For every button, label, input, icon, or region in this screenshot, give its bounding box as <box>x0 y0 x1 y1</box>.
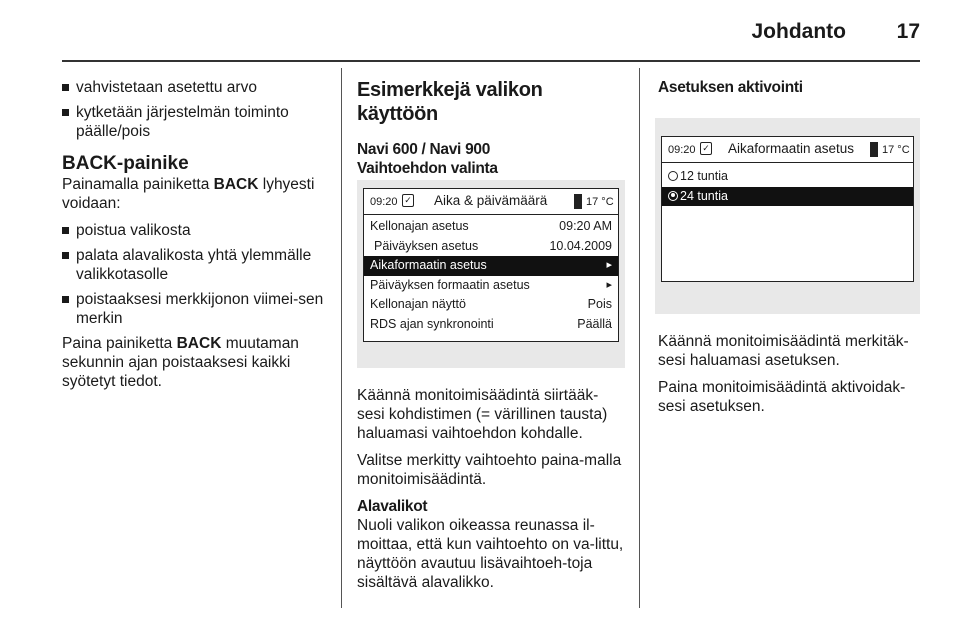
menu-row-label: Aikaformaatin asetus <box>370 258 487 272</box>
screen-status-bar <box>364 189 618 215</box>
column-2-lower <box>357 386 625 600</box>
menu-row-value: Päällä <box>577 316 612 331</box>
text-run: lyhyesti voidaan: <box>62 176 315 212</box>
check-icon: ✓ <box>700 142 712 155</box>
page-header-title: Johdanto <box>751 20 846 43</box>
bullet-item: poistua valikosta <box>62 221 330 240</box>
text-run: Paina painiketta <box>62 335 177 352</box>
battery-icon <box>870 142 878 157</box>
menu-row[interactable] <box>364 217 618 237</box>
menu-row-value: 09:20 AM <box>559 219 612 233</box>
menu-row-value: Pois <box>587 297 612 311</box>
bullet-item: vahvistetaan asetettu arvo <box>62 78 330 97</box>
menu-row-label: Päiväyksen formaatin asetus <box>370 277 530 292</box>
chevron-right-icon: ▸ <box>606 259 612 271</box>
screen-time: 09:20 <box>370 196 398 208</box>
paragraph: Käännä monitoimisäädintä siirtääk-sesi kohdistimen (= värillinen tausta) haluamasi vaihtoehdon kohdalle. <box>357 387 608 442</box>
column-1 <box>62 78 330 399</box>
column-divider-1 <box>341 68 342 608</box>
column-divider-2 <box>639 68 640 608</box>
menu-row[interactable] <box>364 237 618 257</box>
paragraph: Nuoli valikon oikeassa reunassa il-moittaa, että kun vaihtoehto on va-littu, näyttöön avautuu lisävaihtoeh-toja sisältävä alavalikko. <box>357 517 624 591</box>
long-press-paragraph <box>62 334 330 391</box>
chevron-right-icon: ▸ <box>606 278 612 291</box>
header-rule <box>62 60 920 62</box>
paragraph: Paina monitoimisäädintä aktivoidak-sesi asetuksen. <box>658 379 906 415</box>
option-row[interactable] <box>662 167 913 187</box>
paragraph: Valitse merkitty vaihtoehto paina-malla monitoimisäädintä. <box>357 452 622 488</box>
display-screen <box>661 136 914 282</box>
back-intro-paragraph <box>62 175 330 213</box>
text-run: Painamalla painiketta <box>62 176 214 193</box>
bullet-item: poistaaksesi merkkijonon viimei-sen merkin <box>62 290 330 328</box>
menu-row-label: Kellonajan näyttö <box>370 297 466 311</box>
screen-title: Aikaformaatin asetus <box>728 141 855 156</box>
display-screen <box>363 188 619 342</box>
radio-icon <box>668 171 678 181</box>
submenu-subheading: Alavalikot <box>357 498 428 515</box>
menu-row-label: RDS ajan synkronointi <box>370 316 494 331</box>
screen-temperature: 17 °C <box>586 196 614 208</box>
menu-row-label: Päiväyksen asetus <box>374 238 479 253</box>
screen-title: Aika & päivämäärä <box>434 193 548 208</box>
selection-subheading: Vaihtoehdon valinta <box>357 160 498 177</box>
bullet-item: palata alavalikosta yhtä ylemmälle valikkotasolle <box>62 246 330 284</box>
back-key-label: BACK <box>176 335 222 352</box>
model-subheading: Navi 600 / Navi 900 <box>357 141 491 158</box>
menu-row[interactable] <box>364 276 618 296</box>
column-2 <box>357 78 625 178</box>
check-icon: ✓ <box>402 194 414 207</box>
screen-illustration-2 <box>655 118 920 314</box>
screen-status-bar <box>662 137 913 163</box>
text-run: muutaman sekunnin ajan poistaaksesi kaikki syötetyt tiedot. <box>62 335 299 390</box>
option-label: 24 tuntia <box>680 188 728 203</box>
activation-heading: Asetuksen aktivointi <box>658 79 803 96</box>
back-button-heading: BACK-painike <box>62 153 189 174</box>
bullet-item: kytketään järjestelmän toiminto päälle/pois <box>62 103 330 141</box>
menu-row[interactable] <box>364 295 618 315</box>
section-heading: Esimerkkejä valikon käyttöön <box>357 79 543 125</box>
paragraph: Käännä monitoimisäädintä merkitäk-sesi haluamasi asetuksen. <box>658 333 909 369</box>
menu-row-label: Kellonajan asetus <box>370 219 469 233</box>
page-number: 17 <box>896 20 920 43</box>
screen-illustration-1 <box>357 180 625 368</box>
radio-icon <box>668 191 678 201</box>
screen-time: 09:20 <box>668 144 696 156</box>
option-row-selected[interactable] <box>662 187 913 207</box>
back-key-label: BACK <box>213 176 259 193</box>
menu-row-value: 10.04.2009 <box>549 238 612 253</box>
menu-row[interactable] <box>364 315 618 335</box>
option-label: 12 tuntia <box>680 169 728 183</box>
menu-row-selected[interactable] <box>364 256 618 276</box>
screen-temperature: 17 °C <box>882 144 910 156</box>
battery-icon <box>574 194 582 209</box>
column-3-lower <box>658 332 926 424</box>
column-3 <box>658 78 926 97</box>
